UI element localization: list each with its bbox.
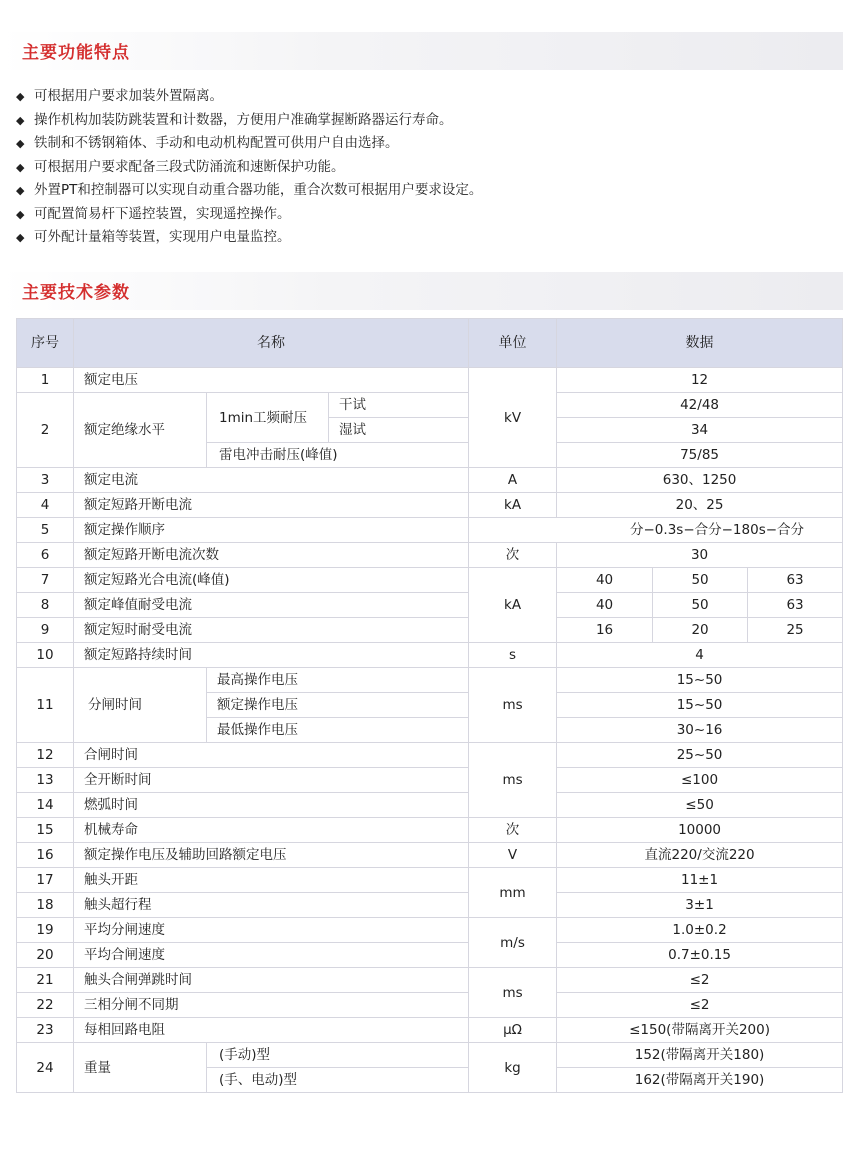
table-cell: 额定操作电压及辅助回路额定电压 <box>74 843 469 868</box>
table-cell: 11±1 <box>557 868 843 893</box>
table-cell: 15~50 <box>557 668 843 693</box>
table-cell: 直流220/交流220 <box>557 843 843 868</box>
table-cell: 10000 <box>557 818 843 843</box>
table-row <box>17 868 843 893</box>
table-cell: 额定短路光合电流(峰值) <box>74 568 469 593</box>
table-cell: 6 <box>17 543 74 568</box>
table-cell: 触头超行程 <box>74 893 469 918</box>
table-cell: 重量 <box>74 1043 207 1093</box>
table-cell: 14 <box>17 793 74 818</box>
table-cell: ≤100 <box>557 768 843 793</box>
list-item: ◆ 可根据用户要求加装外置隔离。 <box>16 85 482 109</box>
table-cell: 触头合闸弹跳时间 <box>74 968 469 993</box>
table-cell: 干试 <box>329 393 469 418</box>
table-row <box>17 793 843 818</box>
table-cell: 1min工频耐压 <box>207 393 329 443</box>
table-cell: (手、电动)型 <box>207 1068 469 1093</box>
unit-cell: ms <box>469 743 557 818</box>
table-cell: 11 <box>17 668 74 743</box>
table-cell: ms <box>469 668 557 743</box>
table-cell: 1.0±0.2 <box>557 918 843 943</box>
table-cell: 触头开距 <box>74 868 469 893</box>
table-row <box>17 843 843 868</box>
table-cell: 16 <box>557 618 653 643</box>
table-cell: 额定短路开断电流 <box>74 493 469 518</box>
table-cell: kA <box>469 493 557 518</box>
table-cell: 24 <box>17 1043 74 1093</box>
section-title: 主要功能特点 <box>22 43 130 63</box>
list-item: ◆ 外置PT和控制器可以实现自动重合器功能，重合次数可根据用户要求设定。 <box>16 179 482 203</box>
table-row <box>17 593 843 618</box>
unit-cell: kA <box>469 568 557 643</box>
table-cell: 机械寿命 <box>74 818 469 843</box>
table-cell: 湿试 <box>329 418 469 443</box>
section-header-features <box>0 32 843 70</box>
table-header-row <box>17 319 843 368</box>
table-cell: 4 <box>17 493 74 518</box>
table-row <box>17 493 843 518</box>
table-row <box>17 893 843 918</box>
table-cell: 1 <box>17 368 74 393</box>
table-cell: 25~50 <box>557 743 843 768</box>
table-cell: 63 <box>748 568 843 593</box>
table-cell: 平均合闸速度 <box>74 943 469 968</box>
table-cell: 17 <box>17 868 74 893</box>
header-unit: 单位 <box>469 319 557 368</box>
table-cell: 9 <box>17 618 74 643</box>
table-row <box>17 1043 843 1068</box>
table-cell: 分−0.3s−合分−180s−合分 <box>469 518 843 543</box>
diamond-bullet-icon: ◆ <box>16 113 25 127</box>
list-item: ◆ 可外配计量箱等装置，实现用户电量监控。 <box>16 226 482 250</box>
table-cell: ≤150(带隔离开关200) <box>557 1018 843 1043</box>
table-cell: 额定短路持续时间 <box>74 643 469 668</box>
table-cell: 每相回路电阻 <box>74 1018 469 1043</box>
diamond-bullet-icon: ◆ <box>16 184 25 197</box>
table-cell: 次 <box>469 543 557 568</box>
table-row <box>17 618 843 643</box>
table-row <box>17 668 843 693</box>
table-cell: 3 <box>17 468 74 493</box>
table-cell: 12 <box>557 368 843 393</box>
table-cell: ≤2 <box>557 968 843 993</box>
table-cell: 合闸时间 <box>74 743 469 768</box>
table-row <box>17 468 843 493</box>
table-cell: 40 <box>557 593 653 618</box>
table-cell: 额定峰值耐受电流 <box>74 593 469 618</box>
table-cell: 20 <box>17 943 74 968</box>
table-cell: 平均分闸速度 <box>74 918 469 943</box>
table-cell: 最高操作电压 <box>207 668 469 693</box>
unit-cell: ms <box>469 968 557 1018</box>
table-cell: 20 <box>653 618 748 643</box>
table-cell: s <box>469 643 557 668</box>
table-cell: 15~50 <box>557 693 843 718</box>
table-row <box>17 393 843 418</box>
table-row <box>17 368 843 393</box>
table-cell: 额定电流 <box>74 468 469 493</box>
table-cell: 50 <box>653 593 748 618</box>
list-item: ◆ 可根据用户要求配备三段式防涌流和速断保护功能。 <box>16 156 482 180</box>
table-cell: 75/85 <box>557 443 843 468</box>
table-cell: ≤2 <box>557 993 843 1018</box>
table-cell: 42/48 <box>557 393 843 418</box>
table-cell: 额定操作顺序 <box>74 518 469 543</box>
table-cell: kg <box>469 1043 557 1093</box>
table-cell: 16 <box>17 843 74 868</box>
table-row <box>17 818 843 843</box>
table-cell: 最低操作电压 <box>207 718 469 743</box>
table-cell: 2 <box>17 393 74 468</box>
table-cell: 34 <box>557 418 843 443</box>
table-cell: 30 <box>557 543 843 568</box>
table-cell: 21 <box>17 968 74 993</box>
table-row <box>17 943 843 968</box>
table-row <box>17 918 843 943</box>
table-cell: 8 <box>17 593 74 618</box>
diamond-bullet-icon: ◆ <box>16 137 25 150</box>
diamond-bullet-icon: ◆ <box>16 160 25 174</box>
unit-cell: m/s <box>469 918 557 968</box>
table-cell: 额定电压 <box>74 368 469 393</box>
table-row <box>17 993 843 1018</box>
table-cell: 次 <box>469 818 557 843</box>
table-cell: 152(带隔离开关180) <box>557 1043 843 1068</box>
table-cell: 13 <box>17 768 74 793</box>
table-cell: 40 <box>557 568 653 593</box>
table-cell: 额定绝缘水平 <box>74 393 207 468</box>
diamond-bullet-icon: ◆ <box>16 231 25 244</box>
table-cell: 4 <box>557 643 843 668</box>
table-cell: 0.7±0.15 <box>557 943 843 968</box>
table-cell: ≤50 <box>557 793 843 818</box>
table-row <box>17 518 843 543</box>
table-cell: 22 <box>17 993 74 1018</box>
diamond-bullet-icon: ◆ <box>16 90 25 103</box>
diamond-bullet-icon: ◆ <box>16 207 25 221</box>
table-cell: 63 <box>748 593 843 618</box>
table-row <box>17 1018 843 1043</box>
unit-cell: mm <box>469 868 557 918</box>
header-data: 数据 <box>557 319 843 368</box>
table-row <box>17 768 843 793</box>
table-cell: 30~16 <box>557 718 843 743</box>
list-item: ◆ 铁制和不锈钢箱体、手动和电动机构配置可供用户自由选择。 <box>16 132 482 156</box>
table-cell: 雷电冲击耐压(峰值) <box>207 443 469 468</box>
section-title: 主要技术参数 <box>22 283 130 303</box>
table-row <box>17 643 843 668</box>
table-cell: 额定短时耐受电流 <box>74 618 469 643</box>
table-cell: 18 <box>17 893 74 918</box>
table-cell: (手动)型 <box>207 1043 469 1068</box>
table-cell: 10 <box>17 643 74 668</box>
table-cell: 50 <box>653 568 748 593</box>
list-item: ◆ 操作机构加装防跳装置和计数器，方便用户准确掌握断路器运行寿命。 <box>16 109 482 133</box>
table-cell: 分闸时间 <box>74 668 207 743</box>
table-cell: 额定操作电压 <box>207 693 469 718</box>
table-cell: 162(带隔离开关190) <box>557 1068 843 1093</box>
table-cell: V <box>469 843 557 868</box>
table-row <box>17 568 843 593</box>
feature-list <box>16 85 482 250</box>
table-row <box>17 968 843 993</box>
table-cell: 25 <box>748 618 843 643</box>
table-cell: 19 <box>17 918 74 943</box>
table-cell: 燃弧时间 <box>74 793 469 818</box>
list-item: ◆ 可配置简易杆下遥控装置，实现遥控操作。 <box>16 203 482 227</box>
table-cell: 12 <box>17 743 74 768</box>
table-cell: 额定短路开断电流次数 <box>74 543 469 568</box>
table-cell: 15 <box>17 818 74 843</box>
parameters-table <box>16 318 843 1093</box>
table-cell: 3±1 <box>557 893 843 918</box>
header-no: 序号 <box>17 319 74 368</box>
table-cell: 三相分闸不同期 <box>74 993 469 1018</box>
unit-cell: kV <box>469 368 557 468</box>
table-cell: A <box>469 468 557 493</box>
table-cell: 630、1250 <box>557 468 843 493</box>
table-cell: 5 <box>17 518 74 543</box>
section-header-params <box>0 272 843 310</box>
table-row <box>17 743 843 768</box>
table-cell: 全开断时间 <box>74 768 469 793</box>
header-name: 名称 <box>74 319 469 368</box>
table-cell: μΩ <box>469 1018 557 1043</box>
table-cell: 20、25 <box>557 493 843 518</box>
table-row <box>17 543 843 568</box>
table-cell: 23 <box>17 1018 74 1043</box>
table-cell: 7 <box>17 568 74 593</box>
